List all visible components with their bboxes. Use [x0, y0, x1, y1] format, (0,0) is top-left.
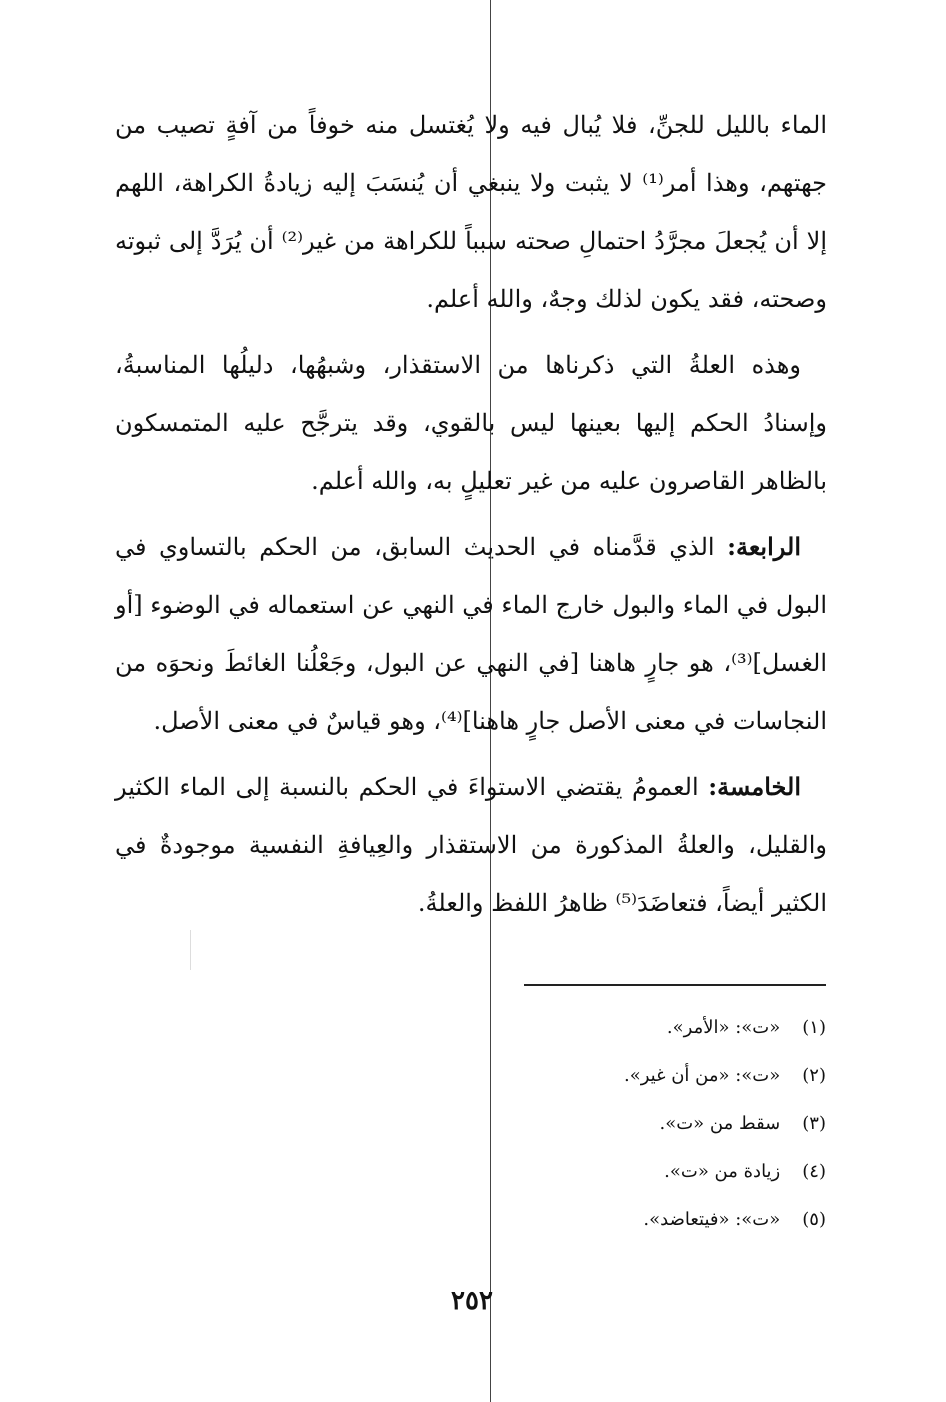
section-heading-khamisa: الخامسة:: [708, 772, 801, 801]
footnote-text: سقط من «ت».: [659, 1113, 781, 1134]
footnote-number: (١): [802, 1017, 826, 1038]
paragraph-4: [115, 758, 827, 932]
paragraph-text: الماء بالليل للجنِّ، فلا يُبال فيه ولا يُغتسل منه خوفاً من آفةٍ تصيب من جهتهم، وهذا أمر⁽¹⁾ لا يثبت ولا ينبغي أن يُنسَبَ إليه زيادةُ الكراهة، اللهم إلا أن يُجعلَ مجرَّدُ احتمالِ صحته سبباً للكراهة من غير⁽²⁾ أن يُرَدَّ إلى ثبوته وصحته، فقد يكون لذلك وجهٌ، والله أعلم.: [115, 111, 827, 313]
paragraph-3: [115, 518, 827, 750]
footnote-item: [326, 1196, 826, 1244]
footnote-number: (٥): [802, 1209, 826, 1230]
footnote-item: [326, 1052, 826, 1100]
paragraph-text: وهذه العلةُ التي ذكرناها من الاستقذار، وشبهُها، دليلُها المناسبةُ، وإسنادُ الحكم إليها بعينها ليس بالقوي، وقد يترجَّح عليه المتمسكون بالظاهر القاصرون عليه من غير تعليلٍ به، والله أعلم.: [115, 351, 827, 495]
section-heading-rabia: الرابعة:: [727, 532, 801, 561]
footnote-text: «ت»: «من أن غير».: [623, 1065, 781, 1086]
main-text-block: [115, 96, 827, 932]
footnote-text: زيادة من «ت».: [664, 1161, 781, 1182]
footnote-number: (٢): [802, 1065, 826, 1086]
footnote-text: «ت»: «فيتعاضد».: [643, 1209, 781, 1230]
paragraph-1: [115, 96, 827, 328]
footnote-text: «ت»: «الأمر».: [666, 1017, 781, 1038]
scan-artifact: [190, 930, 191, 970]
footnotes-list: [326, 1004, 826, 1244]
paragraph-2: [115, 336, 827, 510]
footnote-separator: [524, 984, 826, 986]
footnote-item: [326, 1004, 826, 1052]
footnote-number: (٣): [802, 1113, 826, 1134]
footnote-item: [326, 1100, 826, 1148]
page-number: ٢٥٢: [451, 1286, 493, 1316]
footnote-item: [326, 1148, 826, 1196]
paragraph-text: العمومُ يقتضي الاستواءَ في الحكم بالنسبة إلى الماء الكثير والقليل، والعلةُ المذكورة من الاستقذار والعِيافةِ النفسية موجودةٌ في الكثير أيضاً، فتعاضَدَ⁽⁵⁾ ظاهرُ اللفظ والعلةُ.: [115, 773, 827, 917]
footnote-number: (٤): [802, 1161, 826, 1182]
paragraph-text: الذي قدَّمناه في الحديث السابق، من الحكم بالتساوي في البول في الماء والبول خارج الماء في النهي عن استعماله في الوضوء [أو الغسل]⁽³⁾، هو جارٍ هاهنا [في النهي عن البول، وجَعْلُنا الغائطَ ونحوَه من النجاسات في معنى الأصل جارٍ هاهنا]⁽⁴⁾، وهو قياسٌ في معنى الأصل.: [115, 533, 827, 735]
